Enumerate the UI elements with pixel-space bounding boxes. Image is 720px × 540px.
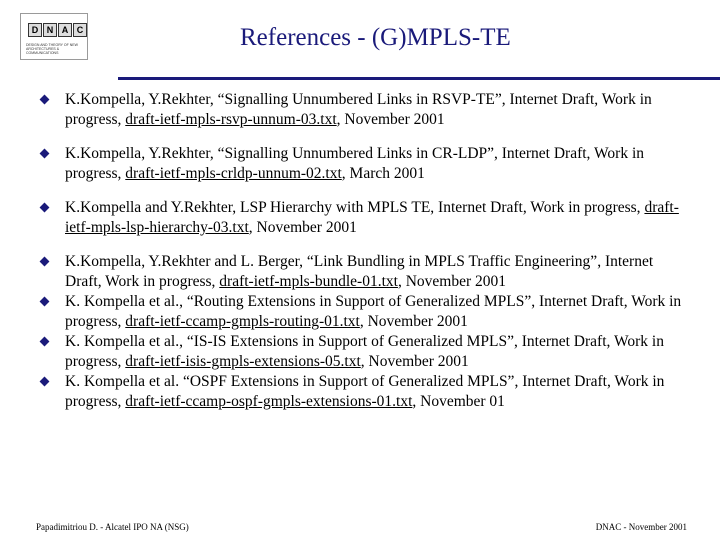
reference-text: K.Kompella, Y.Rekhter, “Signalling Unnumbered Links in RSVP-TE”, Internet Draft, Work in progress, xyxy=(65,91,652,128)
reference-item xyxy=(40,198,690,238)
diamond-bullet-icon xyxy=(40,297,50,307)
title-underline-rule xyxy=(118,77,720,80)
reference-date: , November 2001 xyxy=(359,313,468,330)
reference-date: , November 01 xyxy=(412,393,505,410)
reference-item xyxy=(40,332,690,372)
footer-author: Papadimitriou D. - Alcatel IPO NA (NSG) xyxy=(36,522,189,532)
reference-list xyxy=(40,90,690,412)
diamond-bullet-icon xyxy=(40,377,50,387)
reference-text: K. Kompella et al., “Routing Extensions in Support of Generalized MPLS”, Internet Draft, Work in progress, xyxy=(65,293,682,330)
draft-link[interactable]: draft-ietf-ccamp-gmpls-routing-01.txt xyxy=(125,313,360,330)
reference-date: , March 2001 xyxy=(341,165,425,182)
logo-letter-c: C xyxy=(73,23,87,37)
reference-date: , November 2001 xyxy=(248,219,357,236)
reference-date: , November 2001 xyxy=(397,273,506,290)
diamond-bullet-icon xyxy=(40,203,50,213)
dnac-logo xyxy=(20,13,88,60)
footer-event-date: DNAC - November 2001 xyxy=(595,522,687,532)
reference-text: K.Kompella, Y.Rekhter and L. Berger, “Link Bundling in MPLS Traffic Engineering”, Internet Draft, Work in progress, xyxy=(65,253,654,290)
draft-link[interactable]: draft-ietf-ccamp-ospf-gmpls-extensions-01.txt xyxy=(125,393,413,410)
diamond-bullet-icon xyxy=(40,257,50,267)
diamond-bullet-icon xyxy=(40,149,50,159)
reference-item xyxy=(40,90,690,130)
draft-link[interactable]: draft-ietf-mpls-bundle-01.txt xyxy=(219,273,398,290)
draft-link[interactable]: draft-ietf-mpls-rsvp-unnum-03.txt xyxy=(125,111,337,128)
logo-letter-a: A xyxy=(58,23,72,37)
reference-text: K. Kompella et al. “OSPF Extensions in Support of Generalized MPLS”, Internet Draft, Work in progress, xyxy=(65,373,665,410)
reference-text: K.Kompella, Y.Rekhter, “Signalling Unnumbered Links in CR-LDP”, Internet Draft, Work in progress, xyxy=(65,145,644,182)
reference-date: , November 2001 xyxy=(360,353,469,370)
reference-item xyxy=(40,292,690,332)
reference-item xyxy=(40,144,690,184)
slide-title: References - (G)MPLS-TE xyxy=(240,24,511,51)
reference-text: K. Kompella et al., “IS-IS Extensions in Support of Generalized MPLS”, Internet Draft, Work in progress, xyxy=(65,333,664,370)
logo-letter-n: N xyxy=(43,23,57,37)
diamond-bullet-icon xyxy=(40,337,50,347)
logo-letter-d: D xyxy=(28,23,42,37)
reference-text: K.Kompella and Y.Rekhter, LSP Hierarchy with MPLS TE, Internet Draft, Work in progress, xyxy=(65,199,645,216)
draft-link[interactable]: draft-ietf-mpls-lsp-hierarchy-03.txt xyxy=(65,199,679,236)
logo-letters xyxy=(28,23,87,37)
logo-tagline: DESIGN AND THEORY OF NEW ARCHITECTURES & COMMUNICATIONS xyxy=(26,43,78,55)
reference-date: , November 2001 xyxy=(336,111,445,128)
draft-link[interactable]: draft-ietf-isis-gmpls-extensions-05.txt xyxy=(125,353,361,370)
draft-link[interactable]: draft-ietf-mpls-crldp-unnum-02.txt xyxy=(125,165,342,182)
reference-item xyxy=(40,372,690,412)
reference-item xyxy=(40,252,690,292)
diamond-bullet-icon xyxy=(40,95,50,105)
